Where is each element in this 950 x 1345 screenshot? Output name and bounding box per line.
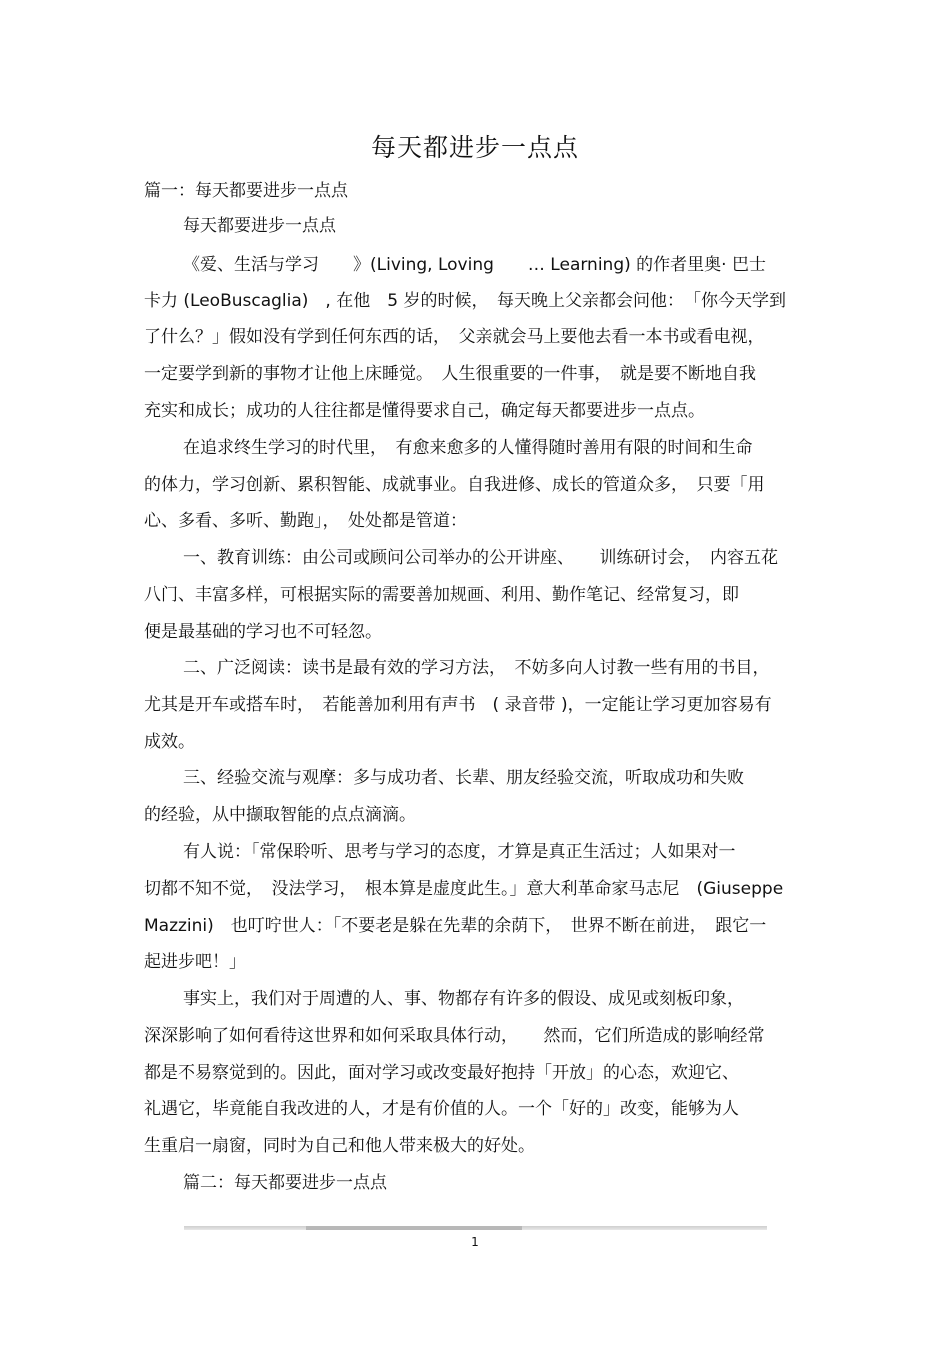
paragraph-line: 切都不知不觉， 没法学习， 根本算是虚度此生。」意大利革命家马志尼 (Giuseppe <box>144 879 784 899</box>
paragraph-line: 八门、丰富多样，可根据实际的需要善加规画、利用、勤作笔记、经常复习，即 <box>144 585 739 605</box>
paragraph-line: 在追求终生学习的时代里， 有愈来愈多的人懂得随时善用有限的时间和生命 <box>183 438 753 458</box>
paragraph-line: 心、多看、多听、勤跑」， 处处都是管道： <box>144 511 467 531</box>
paragraph-line: 的经验，从中撷取智能的点点滴滴。 <box>144 805 416 825</box>
paragraph-line: 礼遇它，毕竟能自我改进的人，才是有价值的人。一个「好的」改变，能够为人 <box>144 1099 739 1119</box>
subheading: 每天都要进步一点点 <box>183 216 336 236</box>
page-number: 1 <box>471 1235 479 1249</box>
paragraph-line: 都是不易察觉到的。因此，面对学习或改变最好抱持「开放」的心态，欢迎它、 <box>144 1063 739 1083</box>
section-heading-2: 篇二：每天都要进步一点点 <box>183 1173 387 1193</box>
paragraph-line: 充实和成长；成功的人往往都是懂得要求自己，确定每天都要进步一点点。 <box>144 401 705 421</box>
paragraph-line: 一、教育训练：由公司或顾问公司举办的公开讲座、 训练研讨会， 内容五花 <box>183 548 778 568</box>
paragraph-line: 便是最基础的学习也不可轻忽。 <box>144 622 382 642</box>
paragraph-line: 二、广泛阅读：读书是最有效的学习方法， 不妨多向人讨教一些有用的书目， <box>183 658 770 678</box>
paragraph-line: 卡力 (LeoBuscaglia) , 在他 5 岁的时候， 每天晚上父亲都会问他： 「你今天学到 <box>144 291 786 311</box>
paragraph-line: Mazzini) 也叮咛世人：「不要老是躲在先辈的余荫下， 世界不断在前进， 跟它一 <box>144 916 767 936</box>
paragraph-line: 深深影响了如何看待这世界和如何采取具体行动， 然而，它们所造成的影响经常 <box>144 1026 765 1046</box>
paragraph-line: 生重启一扇窗，同时为自己和他人带来极大的好处。 <box>144 1136 535 1156</box>
paragraph-line: 起进步吧！」 <box>144 952 246 972</box>
paragraph-line: 的体力，学习创新、累积智能、成就事业。自我进修、成长的管道众多， 只要「用 <box>144 475 765 495</box>
paragraph-line: 了什么？」假如没有学到任何东西的话， 父亲就会马上要他去看一本书或看电视， <box>144 327 765 347</box>
paragraph-line: 尤其是开车或搭车时， 若能善加利用有声书 ( 录音带 )，一定能让学习更加容易有 <box>144 695 772 715</box>
footer-divider <box>184 1226 767 1230</box>
section-heading-1: 篇一：每天都要进步一点点 <box>144 181 348 201</box>
paragraph-line: 三、经验交流与观摩：多与成功者、长辈、朋友经验交流，听取成功和失败 <box>183 768 744 788</box>
paragraph-line: 成效。 <box>144 732 195 752</box>
page-title: 每天都进步一点点 <box>370 133 579 162</box>
paragraph-line: 有人说：「常保聆听、思考与学习的态度，才算是真正生活过；人如果对一 <box>183 842 736 862</box>
paragraph-line: 事实上，我们对于周遭的人、事、物都存有许多的假设、成见或刻板印象， <box>183 989 744 1009</box>
paragraph-line: 《爱、生活与学习 》(Living, Loving … Learning) 的作者里奥· 巴士 <box>183 255 766 275</box>
paragraph-line: 一定要学到新的事物才让他上床睡觉。 人生很重要的一件事， 就是要不断地自我 <box>144 364 756 384</box>
